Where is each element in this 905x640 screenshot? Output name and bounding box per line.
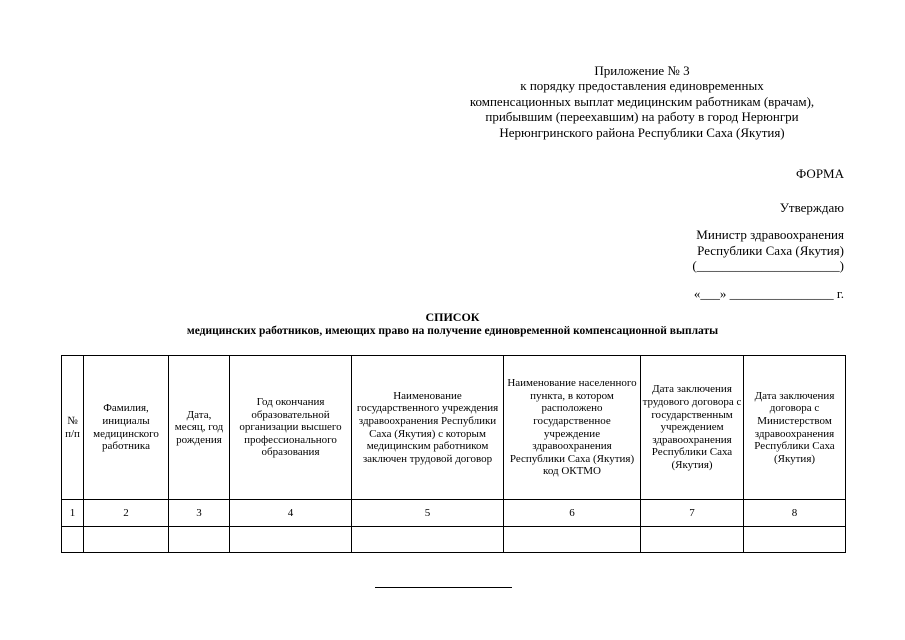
column-number: 2 (84, 500, 169, 527)
annex-line: прибывшим (переехавшим) на работу в город Нерюнгри (485, 109, 799, 125)
col-header-institution: Наименование государственного учреждения здравоохранения Республики Саха (Якутия) с которым медицинским работником заключен трудовой договор (352, 356, 504, 500)
column-number: 7 (641, 500, 744, 527)
column-number: 1 (62, 500, 84, 527)
empty-cell (84, 527, 169, 553)
column-number: 8 (744, 500, 846, 527)
title-subtitle: медицинских работников, имеющих право на получение единовременной компенсационной выплаты (186, 325, 719, 337)
table-row-empty (62, 527, 846, 553)
col-header-birthdate: Дата, месяц, год рождения (169, 356, 230, 500)
annex-line: к порядку предоставления единовременных (520, 78, 764, 94)
col-header-graduation-year: Год окончания образовательной организации высшего профессионального образования (230, 356, 352, 500)
empty-cell (744, 527, 846, 553)
empty-cell (352, 527, 504, 553)
column-number: 4 (230, 500, 352, 527)
col-header-labor-contract-date: Дата заключения трудового договора с государственным учреждением здравоохранения Республики Саха (Якутия) (641, 356, 744, 500)
col-header-name: Фамилия, инициалы медицинского работника (84, 356, 169, 500)
empty-cell (169, 527, 230, 553)
column-number: 5 (352, 500, 504, 527)
table-row (62, 500, 846, 527)
col-header-number: № п/п (62, 356, 84, 500)
empty-cell (62, 527, 84, 553)
annex-line: компенсационных выплат медицинским работникам (врачам), (469, 93, 815, 109)
date-line: «___» ________________ г. (693, 285, 844, 301)
approve-label: Утверждаю (779, 200, 844, 215)
col-header-ministry-contract-date: Дата заключения договора с Министерством здравоохранения Республики Саха (Якутия) (744, 356, 846, 500)
empty-cell (641, 527, 744, 553)
minister-region: Республики Саха (Якутия) (697, 242, 844, 258)
empty-cell (230, 527, 352, 553)
annex-header (430, 63, 854, 140)
annex-line: Приложение № 3 (594, 63, 690, 78)
employees-table (61, 355, 846, 553)
col-header-settlement: Наименование населенного пункта, в котором расположено государственное учреждение здравоохранения Республики Саха (Якутия) код ОКТМО (504, 356, 641, 500)
title-main: СПИСОК (425, 310, 480, 324)
column-number: 6 (504, 500, 641, 527)
document-title (60, 310, 845, 338)
bottom-divider (375, 587, 512, 588)
signature-line: (______________________) (692, 258, 844, 274)
minister-position: Министр здравоохранения (696, 227, 844, 243)
column-number: 3 (169, 500, 230, 527)
table-header-row (62, 356, 846, 500)
form-label: ФОРМА (796, 166, 844, 181)
annex-line: Нерюнгринского района Республики Саха (Якутия) (499, 124, 785, 140)
empty-cell (504, 527, 641, 553)
approval-block (660, 200, 844, 301)
